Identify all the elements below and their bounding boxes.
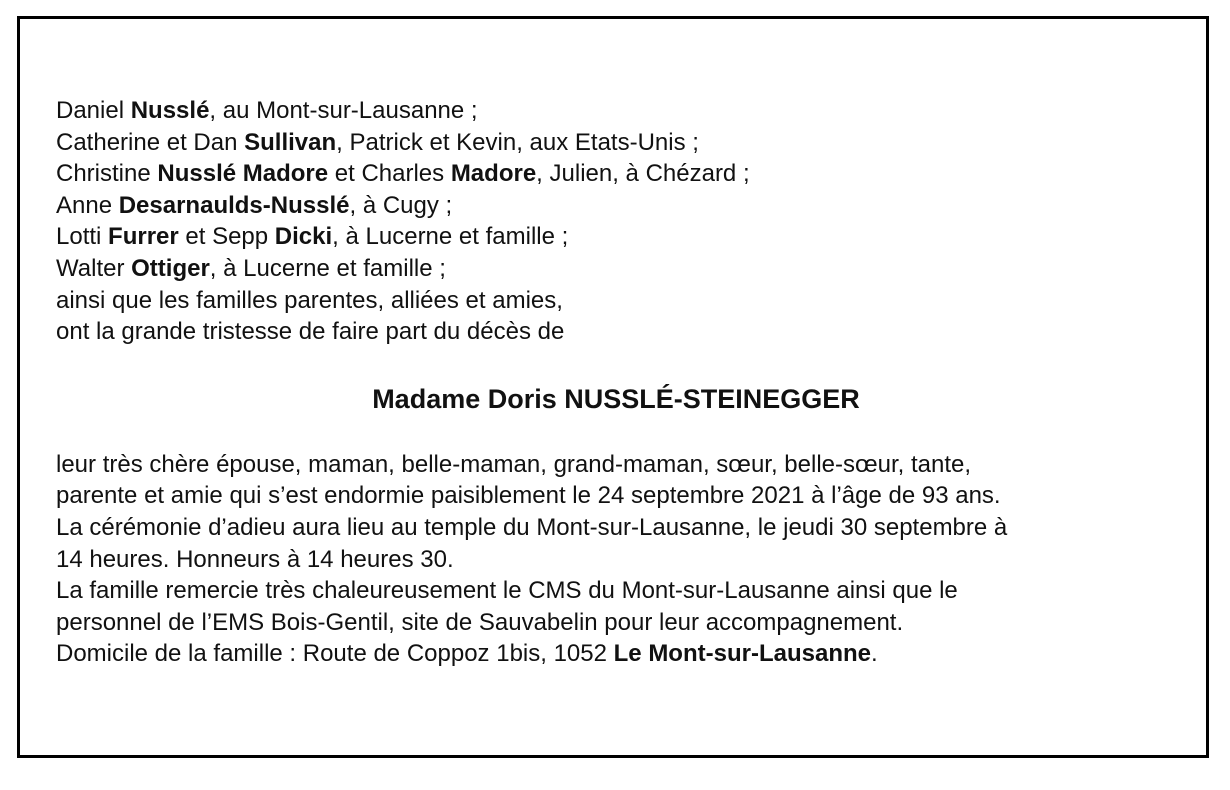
body-line — [56, 449, 1176, 481]
text-segment: ainsi que les familles parentes, alliées et amies, — [56, 286, 563, 314]
bold-name: Sullivan — [244, 128, 337, 156]
family-list — [56, 95, 1176, 348]
text-segment: et Sepp — [178, 223, 275, 251]
bold-name: Nusslé Madore — [157, 160, 329, 188]
deceased-name: Madame Doris NUSSLÉ-STEINEGGER — [372, 383, 860, 414]
family-line — [56, 253, 1176, 285]
notice-border — [17, 16, 1209, 758]
text-segment: Domicile de la famille : Route de Coppoz 1bis, 1052 — [56, 640, 614, 668]
family-line — [56, 285, 1176, 317]
family-line — [56, 316, 1176, 348]
text-segment: La cérémonie d’adieu aura lieu au temple du Mont-sur-Lausanne, le jeudi 30 septembre à — [56, 513, 1008, 541]
bold-name: Nusslé — [130, 97, 210, 124]
bold-name: Le Mont-sur-Lausanne — [613, 640, 871, 668]
family-line — [56, 190, 1176, 222]
bold-name: Ottiger — [131, 254, 210, 282]
text-segment: , à Lucerne et famille ; — [209, 254, 446, 282]
bold-name: Desarnaulds-Nusslé — [118, 191, 350, 219]
text-segment: , au Mont-sur-Lausanne ; — [209, 97, 478, 124]
text-segment: Daniel — [56, 97, 131, 124]
text-segment: ont la grande tristesse de faire part du décès de — [56, 318, 565, 346]
obituary-notice — [56, 95, 1176, 670]
body-line — [56, 480, 1176, 512]
body-line — [56, 575, 1176, 607]
text-segment: et Charles — [328, 160, 451, 188]
body-line — [56, 512, 1176, 544]
text-segment: parente et amie qui s’est endormie paisiblement le 24 septembre 2021 à l’âge de 93 ans. — [56, 482, 1001, 510]
body-line — [56, 638, 1176, 670]
family-line — [56, 95, 1176, 127]
text-segment: Lotti — [56, 223, 109, 251]
bold-name: Madore — [450, 160, 537, 188]
text-segment: leur très chère épouse, maman, belle-maman, grand-maman, sœur, belle-sœur, tante, — [56, 450, 972, 478]
text-segment: , Patrick et Kevin, aux Etats-Unis ; — [336, 128, 699, 156]
text-segment: , Julien, à Chézard ; — [536, 160, 750, 188]
family-line — [56, 158, 1176, 190]
text-segment: La famille remercie très chaleureusement le CMS du Mont-sur-Lausanne ainsi que le — [56, 577, 958, 605]
text-segment: . — [870, 640, 878, 668]
body-line — [56, 607, 1176, 639]
text-segment: 14 heures. Honneurs à 14 heures 30. — [56, 545, 454, 573]
family-line — [56, 127, 1176, 159]
text-segment: , à Lucerne et famille ; — [332, 223, 569, 251]
text-segment: Anne — [56, 191, 119, 219]
bold-name: Dicki — [274, 223, 333, 251]
text-segment: Christine — [56, 160, 158, 188]
bold-name: Furrer — [108, 223, 179, 251]
text-segment: personnel de l’EMS Bois-Gentil, site de Sauvabelin pour leur accompagnement. — [56, 608, 904, 636]
notice-body — [56, 449, 1176, 670]
text-segment: , à Cugy ; — [349, 191, 453, 219]
text-segment: Catherine et Dan — [56, 128, 245, 156]
text-segment: Walter — [56, 254, 132, 282]
body-line — [56, 544, 1176, 576]
family-line — [56, 221, 1176, 253]
